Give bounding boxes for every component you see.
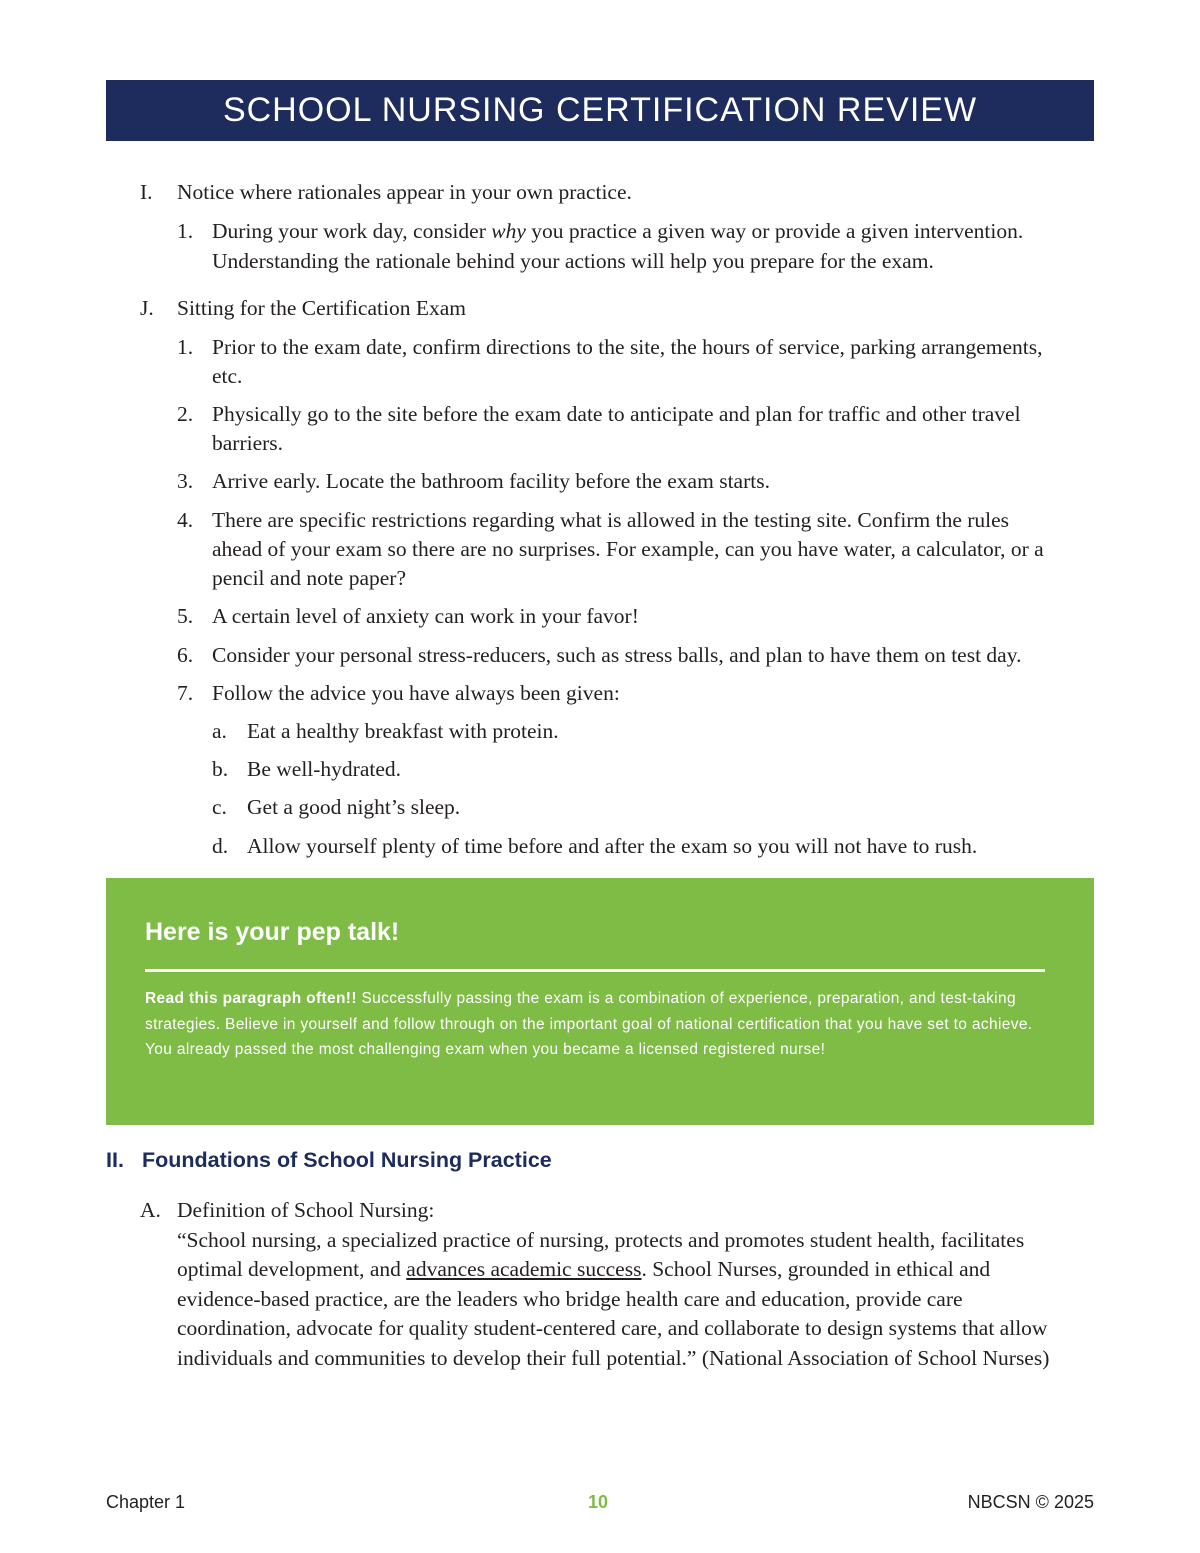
outline-heading: Notice where rationales appear in your own practice. <box>177 180 632 204</box>
sublist-item-text: Get a good night’s sleep. <box>247 795 461 819</box>
list-marker: 1. <box>177 335 194 359</box>
definition-line: optimal development, and advances academic success. School Nurses, grounded in ethical and <box>177 1257 991 1281</box>
section-heading <box>106 1148 552 1173</box>
footer-copyright: NBCSN © 2025 <box>967 1492 1094 1512</box>
definition-line: evidence-based practice, are the leaders who bridge health care and education, provide care <box>177 1287 963 1311</box>
list-item-text: Arrive early. Locate the bathroom facility before the exam starts. <box>212 469 770 493</box>
pep-talk-title: Here is your pep talk! <box>145 918 400 946</box>
list-marker: 4. <box>177 508 194 532</box>
list-marker: 6. <box>177 643 194 667</box>
outline-marker: J. <box>140 296 154 320</box>
list-marker: 7. <box>177 681 194 705</box>
list-marker: 1. <box>177 219 194 243</box>
footer-page-number: 10 <box>588 1492 609 1512</box>
list-item-text: ahead of your exam so there are no surprises. For example, can you have water, a calculator, or a <box>212 537 1044 561</box>
sublist-marker: d. <box>212 834 229 858</box>
list-marker: 3. <box>177 469 194 493</box>
banner-title: SCHOOL NURSING CERTIFICATION REVIEW <box>222 91 978 129</box>
outline-marker: I. <box>140 180 153 204</box>
sublist-item-text: Eat a healthy breakfast with protein. <box>247 719 559 743</box>
outline-heading: Sitting for the Certification Exam <box>177 296 466 320</box>
pep-talk-text: Successfully passing the exam is a combination of experience, preparation, and test-taking strategies. Believe in yourself and follow through on the important goal of national certification that you have set to achieve. You already passed the most challenging exam when you became a licensed registered nurse! <box>145 990 1033 1059</box>
outline-marker: A. <box>140 1198 161 1222</box>
definition-line: “School nursing, a specialized practice of nursing, protects and promotes student health, facilitates <box>177 1228 1025 1252</box>
pep-talk-lead: Read this paragraph often!! <box>145 990 357 1007</box>
sublist-item-text: Be well-hydrated. <box>247 757 402 781</box>
section-title: Foundations of School Nursing Practice <box>142 1148 552 1172</box>
list-item-text: A certain level of anxiety can work in your favor! <box>212 604 639 628</box>
list-item-text: barriers. <box>212 431 284 455</box>
section-number: II. <box>106 1148 124 1172</box>
list-item-text: Understanding the rationale behind your actions will help you prepare for the exam. <box>212 249 934 273</box>
list-item-text: Follow the advice you have always been given: <box>212 681 620 705</box>
definition-heading: Definition of School Nursing: <box>177 1198 435 1222</box>
pep-talk-divider <box>145 969 1045 972</box>
sublist-marker: c. <box>212 795 227 819</box>
list-item-text: During your work day, consider why you practice a given way or provide a given intervention. <box>212 219 1024 243</box>
pep-talk-body <box>145 986 1055 1063</box>
list-item-text: Prior to the exam date, confirm directions to the site, the hours of service, parking arrangements, <box>212 335 1043 359</box>
list-item-text: pencil and note paper? <box>212 566 407 590</box>
list-item-text: Consider your personal stress-reducers, such as stress balls, and plan to have them on test day. <box>212 643 1022 667</box>
list-item-text: There are specific restrictions regarding what is allowed in the testing site. Confirm the rules <box>212 508 1010 532</box>
sublist-marker: a. <box>212 719 227 743</box>
page-banner <box>106 80 1094 141</box>
list-marker: 5. <box>177 604 194 628</box>
list-item-text: etc. <box>212 364 243 388</box>
definition-line: coordination, advocate for quality student-centered care, and collaborate to design systems that allow <box>177 1316 1048 1340</box>
pep-talk-callout <box>106 878 1094 1125</box>
list-item-text: Physically go to the site before the exam date to anticipate and plan for traffic and other travel <box>212 402 1021 426</box>
sublist-item-text: Allow yourself plenty of time before and after the exam so you will not have to rush. <box>247 834 978 858</box>
definition-line: individuals and communities to develop their full potential.” (National Association of School Nurses) <box>177 1346 1050 1370</box>
footer-chapter: Chapter 1 <box>106 1492 186 1512</box>
list-marker: 2. <box>177 402 194 426</box>
underlined-phrase: advances academic success <box>406 1257 642 1281</box>
sublist-marker: b. <box>212 757 229 781</box>
